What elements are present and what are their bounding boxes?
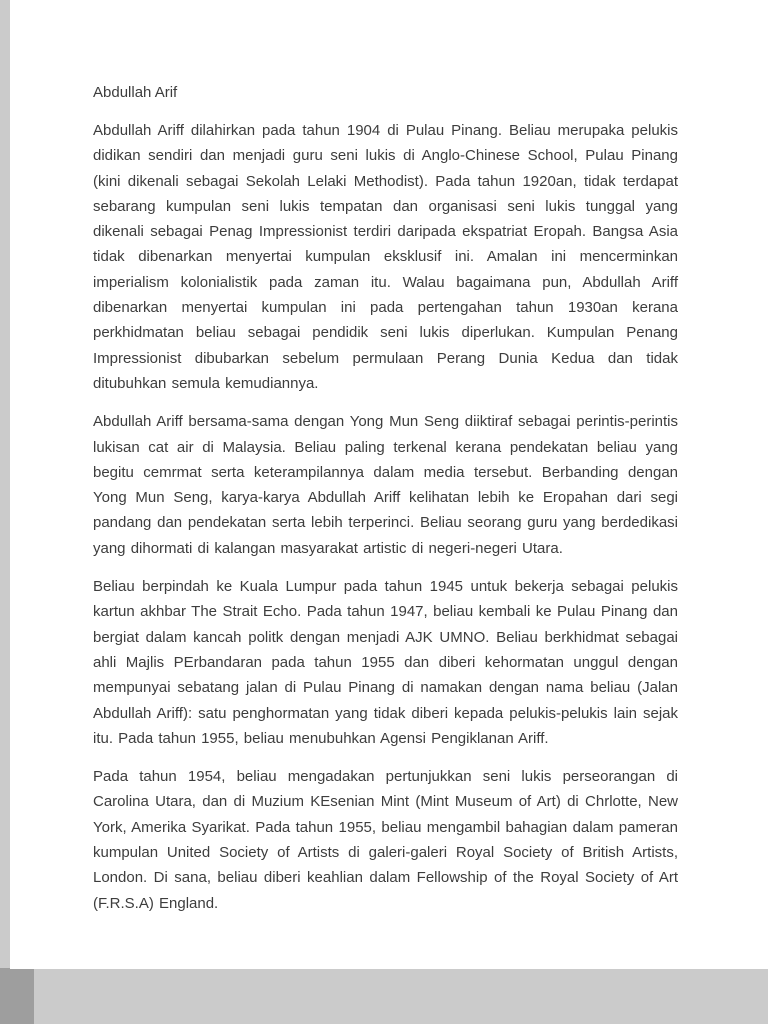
paragraph-biography-early-life: Abdullah Ariff dilahirkan pada tahun 1904 di Pulau Pinang. Beliau merupaka pelukis didikan sendiri dan menjadi guru seni lukis di Anglo-Chinese School, Pulau Pinang (kini dikenali sebagai Sekolah Lelaki Methodist). Pada tahun 1920an, tidak terdapat sebarang kumpulan seni lukis tempatan dan organisasi seni lukis tunggal yang dikenali sebagai Penag Impressionist terdiri daripada ekspatriat Eropah. Bangsa Asia tidak dibenarkan menyertai kumpulan eksklusif ini. Amalan ini mencerminkan imperialism kolonialistik pada zaman itu. Walau bagaimana pun, Abdullah Ariff dibenarkan menyertai kumpulan ini pada pertengahan tahun 1930an kerana perkhidmatan beliau sebagai pendidik seni lukis diperlukan. Kumpulan Penang Impressionist dibubarkan sebelum permulaan Perang Dunia Kedua dan tidak ditubuhkan semula kemudiannya. xyxy=(93,122,678,392)
paragraph-kuala-lumpur-politics: Beliau berpindah ke Kuala Lumpur pada tahun 1945 untuk bekerja sebagai pelukis kartun akhbar The Strait Echo. Pada tahun 1947, beliau kembali ke Pulau Pinang dan bergiat dalam kancah politk dengan menjadi AJK UMNO. Beliau berkhidmat sebagai ahli Majlis PErbandaran pada tahun 1955 dan diberi kehormatan unggul dengan mempunyai sebatang jalan di Pulau Pinang di namakan dengan nama beliau (Jalan Abdullah Ariff): satu penghormatan yang tidak diberi kepada pelukis-pelukis lain sejak itu. Pada tahun 1955, beliau menubuhkan Agensi Pengiklanan Ariff. xyxy=(93,578,678,747)
paragraph-watercolour-pioneer: Abdullah Ariff bersama-sama dengan Yong Mun Seng diiktiraf sebagai perintis-perintis lukisan cat air di Malaysia. Beliau paling terkenal kerana pendekatan beliau yang begitu cemrmat serta keterampilannya dalam media tersebut. Berbanding dengan Yong Mun Seng, karya-karya Abdullah Ariff kelihatan lebih ke Eropahan dari segi pandang dan pendekatan serta lebih terperinci. Beliau seorang guru yang berdedikasi yang dihormati di kalangan masyarakat artistic di negeri-negeri Utara. xyxy=(93,413,678,557)
document-page xyxy=(10,0,768,969)
paragraph-exhibitions: Pada tahun 1954, beliau mengadakan pertunjukkan seni lukis perseorangan di Carolina Utara, dan di Muzium KEsenian Mint (Mint Museum of Art) di Chrlotte, New York, Amerika Syarikat. Pada tahun 1955, beliau mengambil bahagian dalam pameran kumpulan United Society of Artists di galeri-galeri Royal Society of British Artists, London. Di sana, beliau diberi keahlian dalam Fellowship of the Royal Society of Art (F.R.S.A) England. xyxy=(93,768,678,912)
document-title: Abdullah Arif xyxy=(93,84,178,101)
page-corner-shadow xyxy=(0,968,34,1024)
